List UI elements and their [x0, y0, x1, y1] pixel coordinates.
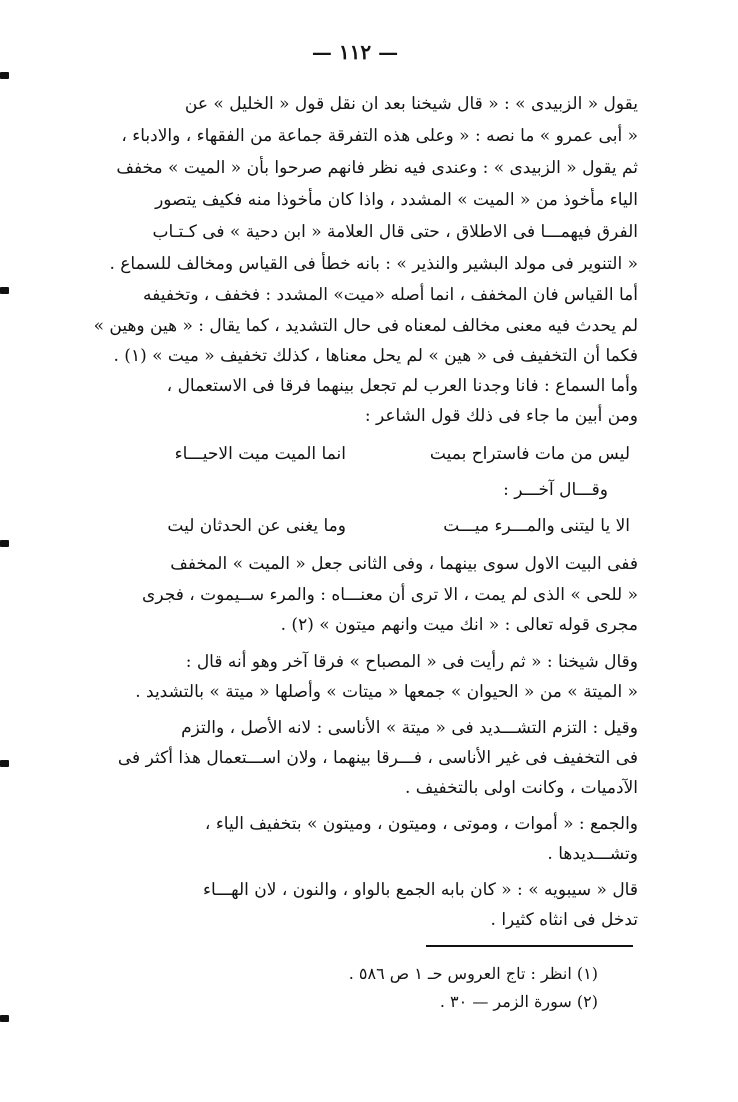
- text-line: لم يحدث فيه معنى مخالف لمعناه فى حال التشديد ، كما يقال : « هين وهين »: [93, 316, 638, 336]
- text-line: الياء مأخوذ من « الميت » المشدد ، واذا كان مأخوذا منه فكيف يتصور: [155, 190, 638, 210]
- text-line: والجمع : « أموات ، وموتى ، وميتون ، وميتون » بتخفيف الياء ،: [204, 814, 638, 834]
- scan-edge-mark: [0, 72, 9, 79]
- text-line: ومن أبين ما جاء فى ذلك قول الشاعر :: [364, 406, 638, 426]
- verse1-second-hemistich: انما الميت ميت الاحيـــاء: [174, 444, 346, 464]
- verse2-second-hemistich: وما يغنى عن الحدثان ليت: [167, 516, 346, 536]
- text-line: وقيل : التزم التشـــديد فى « ميتة » الأناسى : لانه الأصل ، والتزم: [181, 718, 638, 738]
- verse1-first-hemistich: ليس من مات فاستراح بميت: [429, 444, 630, 464]
- page-number: — ١١٢ —: [311, 40, 399, 64]
- text-line: « أبى عمرو » ما نصه : « وعلى هذه التفرقة جماعة من الفقهاء ، والادباء ،: [121, 126, 638, 146]
- text-line: الآدميات ، وكانت اولى بالتخفيف .: [404, 778, 638, 798]
- text-line: الفرق فيهمـــا فى الاطلاق ، حتى قال العلامة « ابن دحية » فى كـتـاب: [152, 222, 638, 242]
- text-line: مجرى قوله تعالى : « انك ميت وانهم ميتون » (٢) .: [280, 615, 638, 635]
- text-line: أما القياس فان المخفف ، انما أصله «ميت» المشدد : فخفف ، وتخفيفه: [143, 285, 638, 305]
- text-line: فى التخفيف فى غير الأناسى ، فـــرقا بينهما ، ولان اســـتعمال هذا أكثر فى: [117, 748, 638, 768]
- text-line: يقول « الزبيدى » : « قال شيخنا بعد ان نقل قول « الخليل » عن: [184, 94, 638, 114]
- footnote-divider: [426, 945, 633, 947]
- text-line: تدخل فى انثاه كثيرا .: [490, 910, 638, 930]
- text-line: فكما أن التخفيف فى « هين » لم يحل معناها ، كذلك تخفيف « ميت » (١) .: [113, 346, 638, 366]
- text-line: « الميتة » من « الحيوان » جمعها « ميتات » وأصلها « ميتة » بالتشديد .: [135, 682, 638, 702]
- scan-edge-mark: [0, 760, 9, 767]
- scan-edge-mark: [0, 287, 9, 294]
- text-line: وقال شيخنا : « ثم رأيت فى « المصباح » فرقا آخر وهو أنه قال :: [185, 652, 638, 672]
- text-line: « للحى » الذى لم يمت ، الا ترى أن معنـــاه : والمرء ســيموت ، فجرى: [142, 585, 638, 605]
- text-line: ثم يقول « الزبيدى » : وعندى فيه نظر فانهم صرحوا بأن « الميت » مخفف: [116, 158, 638, 178]
- verse-intro: وقـــال آخـــر :: [503, 480, 608, 500]
- text-line: ففى البيت الاول سوى بينهما ، وفى الثانى جعل « الميت » المخفف: [170, 554, 638, 574]
- text-line: « التنوير فى مولد البشير والنذير » : بانه خطأ فى القياس ومخالف للسماع .: [109, 254, 638, 274]
- footnote-1: (١) انظر : تاج العروس حـ ١ ص ٥٨٦ .: [348, 964, 598, 983]
- scan-edge-mark: [0, 540, 9, 547]
- text-line: وتشـــديدها .: [547, 844, 638, 864]
- text-line: قال « سيبويه » : « كان بابه الجمع بالواو ، والنون ، لان الهـــاء: [203, 880, 638, 900]
- text-line: وأما السماع : فانا وجدنا العرب لم تجعل بينهما فرقا فى الاستعمال ،: [166, 376, 638, 396]
- footnote-2: (٢) سورة الزمر — ٣٠ .: [439, 992, 598, 1011]
- verse2-first-hemistich: الا يا ليتنى والمـــرء ميـــت: [443, 516, 630, 536]
- scan-edge-mark: [0, 1015, 9, 1022]
